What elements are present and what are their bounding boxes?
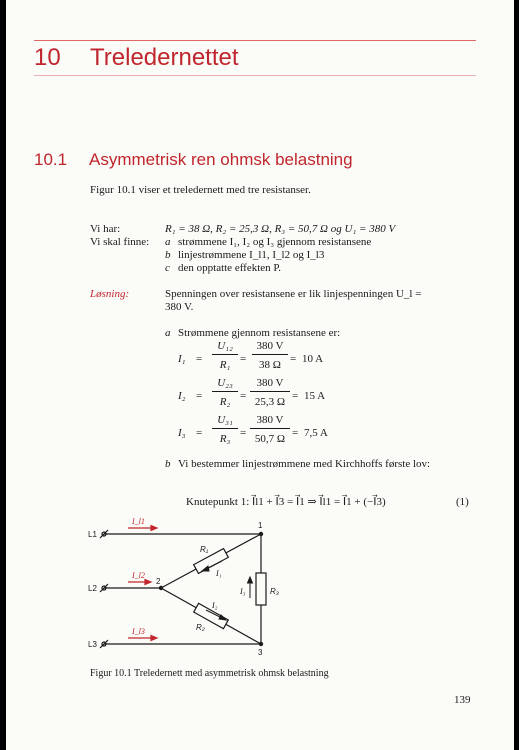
eq1-result: 10 A xyxy=(302,353,324,365)
eq3-equals-2: = xyxy=(240,427,247,439)
eq2-bar2 xyxy=(250,391,290,392)
part-b-letter: b xyxy=(165,458,171,470)
find-item-c: den opptatte effekten P. xyxy=(178,262,282,274)
eq1-num1: U₁₂ xyxy=(217,340,233,352)
label-l2: L2 xyxy=(88,584,97,593)
find-letter-b: b xyxy=(165,249,171,261)
label-node-1: 1 xyxy=(258,521,263,530)
label-i2: I₂ xyxy=(212,601,218,610)
chapter-rule-dotted xyxy=(34,75,476,76)
label-il3: I_l3 xyxy=(132,627,145,636)
resistor-r1 xyxy=(194,549,229,574)
eq1-equals-3: = xyxy=(290,353,297,365)
label-il2: I_l2 xyxy=(132,571,145,580)
eq2-equals: = xyxy=(196,390,203,402)
node-3 xyxy=(259,642,263,646)
solution-line-1: Spenningen over resistansene er lik linjespenningen U_l = xyxy=(165,288,422,300)
eq3-den2: 50,7 Ω xyxy=(254,433,286,445)
eq3-result: 7,5 A xyxy=(304,427,328,439)
part-a-letter: a xyxy=(165,327,171,339)
chapter-title: Treledernettet xyxy=(90,44,239,71)
page xyxy=(6,0,514,750)
eq3-equals-3: = xyxy=(292,427,299,439)
label-i3: I₃ xyxy=(240,587,246,596)
eq1-num2: 380 V xyxy=(256,340,284,352)
find-item-a: strømmene I₁, I₂ og I₃ gjennom resistansene xyxy=(178,236,372,248)
resistor-r3 xyxy=(256,573,266,605)
label-r3: R₃ xyxy=(270,587,279,596)
eq1-den1: R₁ xyxy=(219,359,231,371)
knot-equation: Knutepunkt 1: I⃗l1 + I⃗3 = I⃗1 ⇒ I⃗l1 = I⃗1 + (−I⃗3) xyxy=(186,496,386,508)
eq1-bar1 xyxy=(212,354,238,355)
eq1-bar2 xyxy=(252,354,288,355)
eq2-equals-3: = xyxy=(292,390,299,402)
eq2-den2: 25,3 Ω xyxy=(254,396,286,408)
section-title: Asymmetrisk ren ohmsk belastning xyxy=(89,150,353,169)
label-r1: R₁ xyxy=(200,545,209,554)
solution-label: Løsning: xyxy=(90,288,130,300)
find-item-b: linjestrømmene I_l1, I_l2 og I_l3 xyxy=(178,249,325,261)
eq2-num1: U₂₃ xyxy=(217,377,233,389)
eq3-den1: R₃ xyxy=(219,433,231,445)
circuit-diagram xyxy=(6,510,514,660)
equation-number: (1) xyxy=(456,496,469,508)
page-number: 139 xyxy=(454,694,471,706)
label-r2: R₂ xyxy=(196,623,205,632)
given-values: R₁ = 38 Ω, R₂ = 25,3 Ω, R₃ = 50,7 Ω og U₁ = 380 V xyxy=(165,223,396,235)
find-letter-c: c xyxy=(165,262,170,274)
label-i1: I₁ xyxy=(216,569,222,578)
find-letter-a: a xyxy=(165,236,171,248)
eq2-num2: 380 V xyxy=(256,377,284,389)
label-l1: L1 xyxy=(88,530,97,539)
figure-caption: Figur 10.1 Treledernett med asymmetrisk ohmsk belastning xyxy=(90,668,329,679)
chapter-rule xyxy=(34,40,476,41)
eq3-bar2 xyxy=(250,428,290,429)
chapter-number: 10 xyxy=(34,44,61,71)
intro-text: Figur 10.1 viser et treledernett med tre resistanser. xyxy=(90,184,311,196)
eq2-equals-2: = xyxy=(240,390,247,402)
eq3-lhs: I₃ xyxy=(178,427,186,439)
part-b-text: Vi bestemmer linjestrømmene med Kirchhoffs første lov: xyxy=(178,458,431,470)
eq1-equals: = xyxy=(196,353,203,365)
eq1-lhs: I₁ xyxy=(178,353,186,365)
eq2-result: 15 A xyxy=(304,390,326,402)
eq1-equals-2: = xyxy=(240,353,247,365)
node-1 xyxy=(259,532,263,536)
part-a-text: Strømmene gjennom resistansene er: xyxy=(178,327,341,339)
given-label: Vi har: xyxy=(90,223,121,235)
label-node-3: 3 xyxy=(258,648,263,657)
eq1-den2: 38 Ω xyxy=(259,359,281,371)
node-2 xyxy=(159,586,163,590)
eq2-den1: R₂ xyxy=(219,396,231,408)
eq3-num2: 380 V xyxy=(256,414,284,426)
eq3-num1: U₃₁ xyxy=(217,414,233,426)
label-il1: I_l1 xyxy=(132,517,145,526)
eq2-lhs: I₂ xyxy=(178,390,186,402)
eq3-equals: = xyxy=(196,427,203,439)
label-node-2: 2 xyxy=(156,577,161,586)
find-label: Vi skal finne: xyxy=(90,236,150,248)
eq2-bar1 xyxy=(212,391,238,392)
section-number: 10.1 xyxy=(34,150,68,169)
eq3-bar1 xyxy=(212,428,238,429)
label-l3: L3 xyxy=(88,640,97,649)
solution-line-2: 380 V. xyxy=(165,301,194,313)
